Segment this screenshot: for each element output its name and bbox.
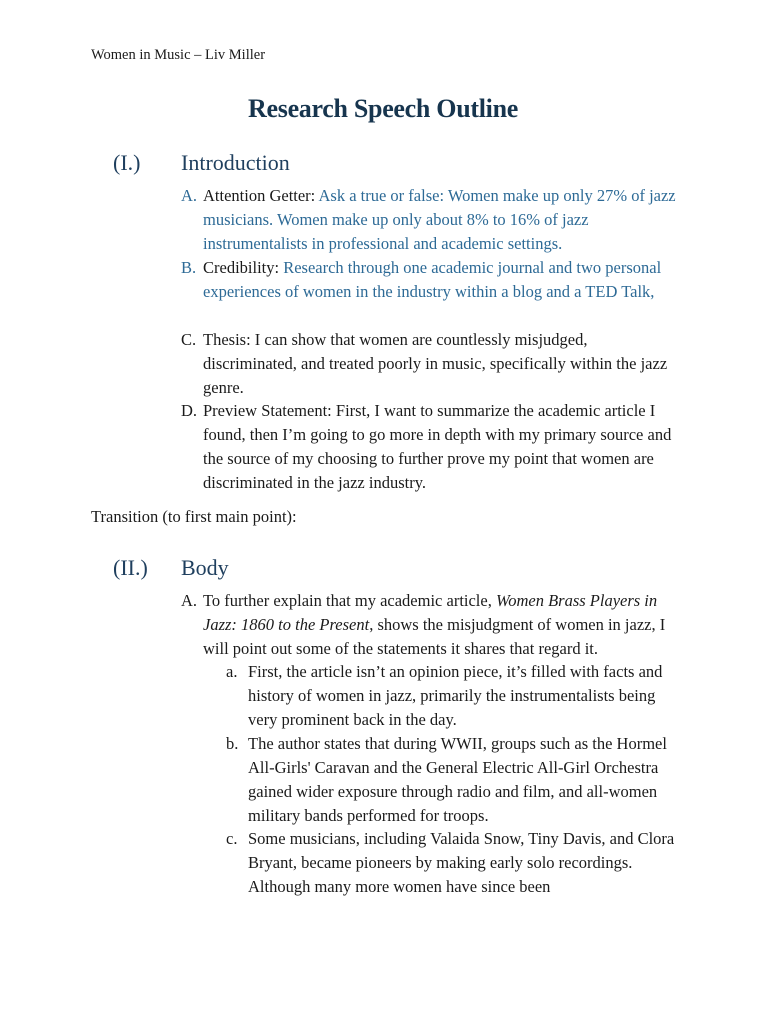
item-text: Research through one academic journal and two personal experiences of women in the industry within a blog and a TED Talk,	[203, 258, 662, 301]
item-marker: B.	[181, 258, 197, 277]
outline-item-credibility	[181, 256, 681, 304]
item-label: Preview Statement:	[203, 401, 336, 420]
item-label: Attention Getter:	[203, 186, 319, 205]
outline-item-body-a	[181, 589, 681, 661]
transition-line: Transition (to first main point):	[91, 507, 297, 526]
outline-subitem-c	[226, 827, 681, 899]
section-numeral: (II.)	[113, 555, 148, 580]
running-header: Women in Music – Liv Miller	[91, 47, 266, 63]
outline-subitem-a	[226, 660, 681, 732]
item-marker: D.	[181, 401, 198, 420]
outline-item-thesis	[181, 328, 681, 400]
subitem-text: The author states that during WWII, groups such as the Hormel All-Girls' Caravan and the General Electric All-Girl Orchestra gained wider exposure through radio and film, and all-women military bands performed for troops.	[248, 734, 667, 825]
item-marker: A.	[181, 591, 198, 610]
section-title: Body	[181, 555, 229, 580]
item-text-continued: , shows the misjudgment of women in jazz, I will point out some of the statements it shares that regard it.	[203, 615, 666, 658]
item-text: First, I want to summarize the academic article I found, then I’m going to go more in depth with my primary source and the source of my choosing to further prove my point that women are discriminated in the jazz industry.	[203, 401, 672, 492]
subitem-marker: c.	[226, 829, 238, 848]
subitem-marker: b.	[226, 734, 239, 753]
item-marker: C.	[181, 330, 197, 349]
outline-item-attention-getter	[181, 184, 681, 256]
subitem-marker: a.	[226, 662, 238, 681]
section-title: Introduction	[181, 150, 290, 175]
item-label: Credibility:	[203, 258, 284, 277]
outline-subitem-b	[226, 732, 681, 828]
item-label: Thesis:	[203, 330, 255, 349]
page-title: Research Speech Outline	[248, 94, 518, 123]
item-marker: A.	[181, 186, 198, 205]
item-text: To further explain that my academic article,	[203, 591, 496, 610]
subitem-text: First, the article isn’t an opinion piece, it’s filled with facts and history of women in jazz, primarily the instrumentalists being very prominent back in the day.	[248, 662, 663, 729]
item-text: I can show that women are countlessly misjudged, discriminated, and treated poorly in music, specifically within the jazz genre.	[203, 330, 668, 397]
item-text: Ask a true or false: Women make up only 27% of jazz musicians. Women make up only about 8% to 16% of jazz instrumentalists in professional and academic settings.	[203, 186, 676, 253]
article-title: Women Brass Players in Jazz: 1860 to the Present	[203, 591, 658, 634]
subitem-text: Some musicians, including Valaida Snow, Tiny Davis, and Clora Bryant, became pioneers by making early solo recordings. Although many more women have since been	[248, 829, 675, 896]
section-numeral: (I.)	[113, 150, 141, 175]
outline-item-preview-statement	[181, 399, 681, 495]
